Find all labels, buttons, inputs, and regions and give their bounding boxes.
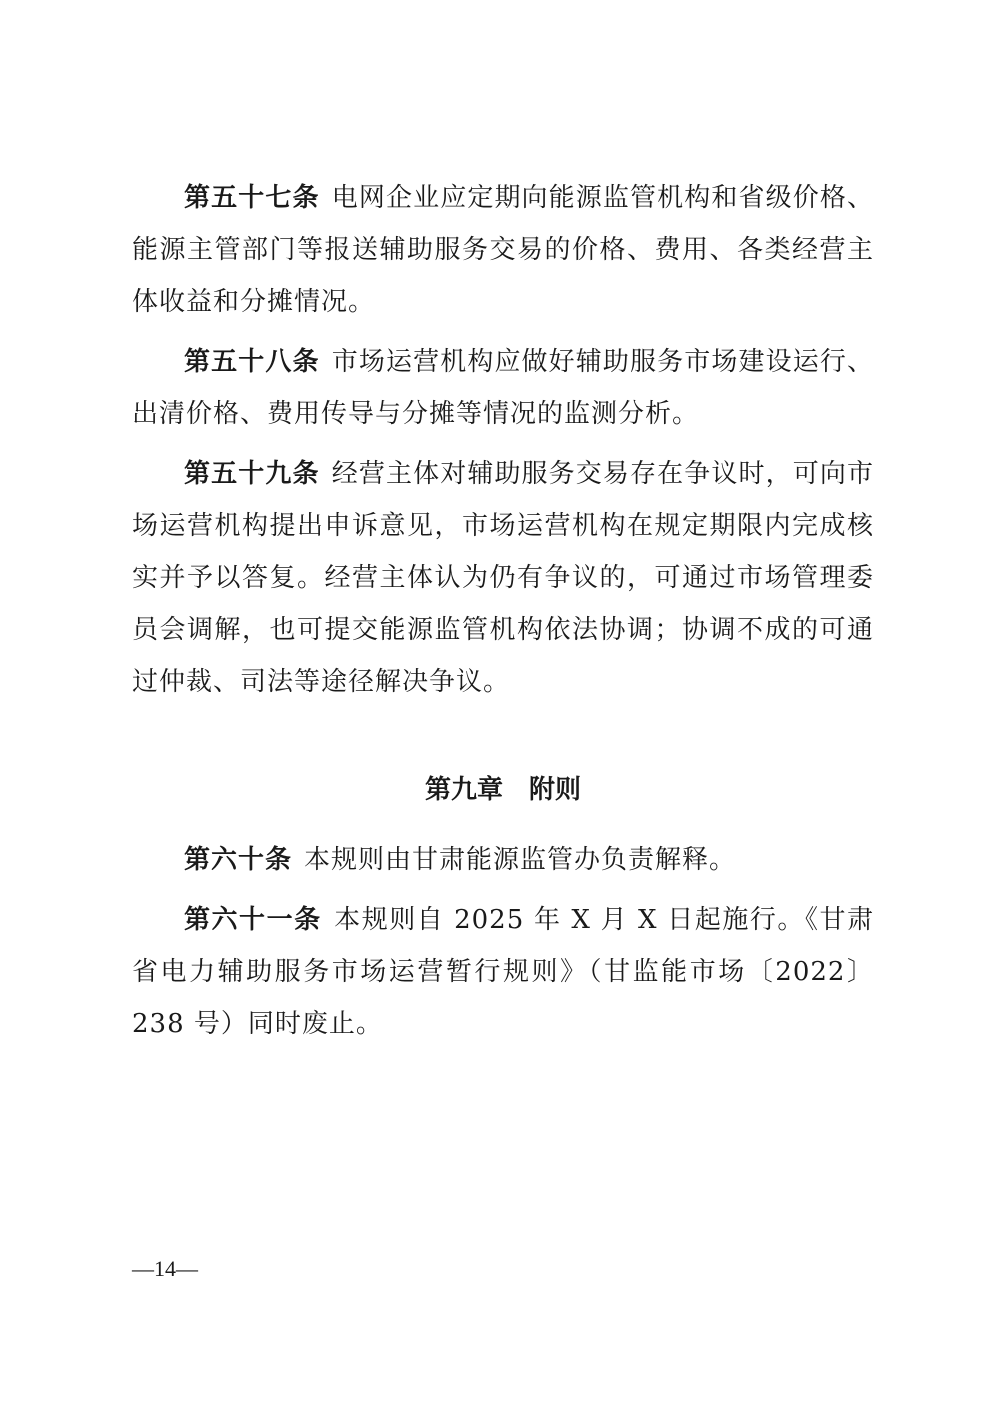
article-59	[132, 448, 874, 708]
article-title: 第五十九条	[184, 459, 320, 489]
article-text: 本规则自 2025 年 X 月 X 日起施行。《甘肃省电力辅助服务市场运营暂行规则》（甘监能市场〔2022〕238 号）同时废止。	[132, 905, 874, 1039]
article-61	[132, 894, 874, 1050]
document-body	[132, 172, 874, 1058]
article-text: 市场运营机构应做好辅助服务市场建设运行、出清价格、费用传导与分摊等情况的监测分析。	[132, 347, 874, 429]
article-title: 第六十一条	[184, 905, 322, 935]
article-text: 电网企业应定期向能源监管机构和省级价格、能源主管部门等报送辅助服务交易的价格、费用、各类经营主体收益和分摊情况。	[132, 183, 874, 317]
article-57	[132, 172, 874, 328]
article-text: 本规则由甘肃能源监管办负责解释。	[304, 845, 737, 875]
chapter-heading	[132, 764, 874, 816]
chapter-number: 第九章	[424, 775, 503, 805]
article-title: 第六十条	[184, 845, 293, 875]
article-60	[132, 834, 874, 886]
article-text: 经营主体对辅助服务交易存在争议时，可向市场运营机构提出申诉意见，市场运营机构在规定期限内完成核实并予以答复。经营主体认为仍有争议的，可通过市场管理委员会调解，也可提交能源监管机构依法协调；协调不成的可通过仲裁、司法等途径解决争议。	[132, 459, 874, 697]
article-58	[132, 336, 874, 440]
chapter-name: 附则	[529, 775, 582, 805]
article-title: 第五十七条	[184, 183, 320, 213]
article-title: 第五十八条	[184, 347, 320, 377]
page-number: —14—	[132, 1256, 198, 1281]
